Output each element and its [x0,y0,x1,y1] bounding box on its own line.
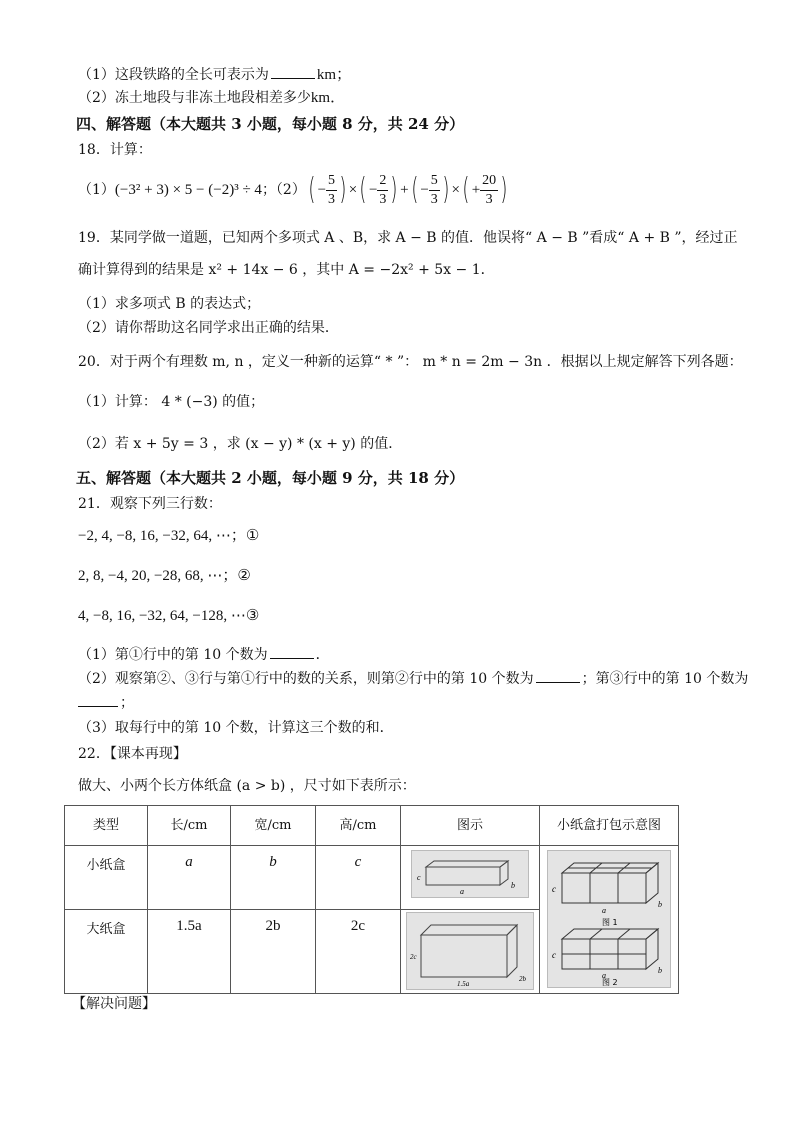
section5-title: 五、解答题（本大题共 2 小题，每小题 9 分，共 18 分） [76,469,465,487]
cell-small-box-figure [401,846,540,910]
header-height: 高/cm [316,806,401,846]
q22-footer: 【解决问题】 [72,996,156,1012]
table-header-row [65,806,679,846]
q17-answer-blank[interactable] [271,64,315,79]
cell-type: 大纸盒 [65,910,148,994]
label-height: 2c [410,953,417,961]
cell-height: c [316,846,401,910]
q21-row3: 4, −8, 16, −32, 64, −128, ⋯③ [78,608,260,624]
q17-part2 [78,88,345,108]
plus-sign: + [400,182,409,198]
q19-part2: （2）请你帮助这名同学求出正确的结果． [78,320,339,336]
label-height: c [417,873,421,882]
box-size-table [64,805,679,994]
q20-line1: 20．对于两个有理数 m, n ，定义一种新的运算“ * ”： m * n = 2m − 3n ．根据以上规定解答下列各题： [78,354,743,370]
q17-part1-text: （1）这段铁路的全长可表示为 [78,67,269,83]
minus-sign: − [368,182,378,198]
q21-part1-text: （1）第①行中的第 10 个数为 [78,647,268,663]
q21-part2 [78,668,748,689]
label-length: 1.5a [457,980,470,988]
box-side-face [507,925,517,977]
pack-figures-image [547,850,671,988]
fig2-label-length: a [602,971,606,980]
header-pack-figure: 小纸盒打包示意图 [540,806,679,846]
q21-answer-blank-2[interactable] [536,668,580,683]
q19-line1: 19．某同学做一道题，已知两个多项式 A 、B，求 A − B 的值．他误将“ A − B ”看成“ A + B ”，经过正 [78,230,738,246]
fig1-caption: 图 1 [602,918,618,927]
q21-part1 [78,644,330,665]
paren-open: ( [462,172,470,207]
header-figure: 图示 [401,806,540,846]
plus-sign: + [471,182,481,198]
q17-part2-text: （2）冻土地段与非冻土地段相差多少 [78,90,311,106]
q21-answer-blank-1[interactable] [270,644,314,659]
fig1-label-height: c [552,884,556,894]
paren-close: ) [390,172,398,207]
fraction-3: $\frac{5}{3}$ [430,172,438,207]
q17-part1 [78,64,351,85]
box-front-face [421,935,507,977]
paren-open: ( [308,172,316,207]
q21-part2-cont [78,692,134,713]
cell-type: 小纸盒 [65,846,148,910]
q18-expression1: (−3² + 3) × 5 − (−2)³ ÷ 4 [114,182,262,198]
q17-part2-unit: km． [310,90,346,106]
fraction-1: $\frac{5}{3}$ [328,172,336,207]
fig2-label-height: c [552,950,556,960]
q21-row2: 2, 8, −4, 20, −28, 68, ⋯；② [78,568,251,584]
fig2-side [646,929,658,969]
minus-sign: − [420,182,429,198]
big-box-image [406,912,534,990]
small-box-image [411,850,529,898]
q21-part3: （3）取每行中的第 10 个数，计算这三个数的和． [78,720,394,736]
fig1-label-width: b [658,900,662,909]
q17-part1-unit: km； [316,67,352,83]
pack-drawing [548,851,670,987]
table-row [65,846,679,910]
header-width: 宽/cm [231,806,316,846]
fraction-2: $\frac{2}{3}$ [379,172,387,207]
times-sign: × [451,182,460,198]
q18-part2-tag: ；（2） [261,182,306,198]
q21-answer-blank-3[interactable] [78,692,118,707]
cell-length: a [148,846,231,910]
q21-part1-end: ． [315,647,330,663]
q22-label: 22．【课本再现】 [78,746,187,762]
paren-close: ) [500,172,508,207]
box-top-face [421,925,517,935]
cell-pack-figures [540,846,679,994]
fig1-front [562,873,646,903]
fig2-label-width: b [658,966,662,975]
box-front-face [426,867,500,885]
cell-big-box-figure [401,910,540,994]
times-sign: × [348,182,358,198]
big-box-drawing [407,913,533,989]
q21-part2-end: ； [120,695,134,711]
cell-width: 2b [231,910,316,994]
q21-part2-mid: ；第③行中的第 10 个数为 [581,671,749,687]
section4-title: 四、解答题（本大题共 3 小题，每小题 8 分，共 24 分） [76,115,465,133]
paren-close: ) [442,172,450,207]
header-type: 类型 [65,806,148,846]
cell-height: 2c [316,910,401,994]
q18-label: 18．计算： [78,142,152,158]
box-side-face [500,861,508,885]
q20-part1: （1）计算： 4 * (−3) 的值； [78,394,265,410]
q22-intro: 做大、小两个长方体纸盒 (a > b) ，尺寸如下表所示： [78,778,416,794]
q21-row1: −2, 4, −8, 16, −32, 64, ⋯；① [78,528,260,544]
q18-expressions [78,170,510,210]
paren-close: ) [339,172,347,207]
fig2-caption: 图 2 [602,978,618,987]
fig2-top [562,929,658,939]
cell-length: 1.5a [148,910,231,994]
label-width: b [511,881,515,890]
fig1-label-length: a [602,906,606,915]
q21-label: 21．观察下列三行数： [78,496,222,512]
q20-part2: （2）若 x + 5y = 3 ，求 (x − y) * (x + y) 的值． [78,436,403,452]
small-box-drawing [412,851,528,897]
paren-open: ( [410,172,418,207]
minus-sign: − [317,182,327,198]
fraction-4: $\frac{20}{3}$ [482,172,497,207]
q21-part2-text: （2）观察第②、③行与第①行中的数的关系，则第②行中的第 10 个数为 [78,671,534,687]
cell-width: b [231,846,316,910]
q19-part1: （1）求多项式 B 的表达式； [78,296,261,312]
paren-open: ( [359,172,367,207]
header-length: 长/cm [148,806,231,846]
fig1-side [646,863,658,903]
label-length: a [460,887,464,896]
q19-line2: 确计算得到的结果是 x² + 14x − 6 ，其中 A = −2x² + 5x − 1． [78,262,495,278]
label-width: 2b [519,975,526,983]
box-top-face [426,861,508,867]
q18-part1-tag: （1） [78,182,115,198]
